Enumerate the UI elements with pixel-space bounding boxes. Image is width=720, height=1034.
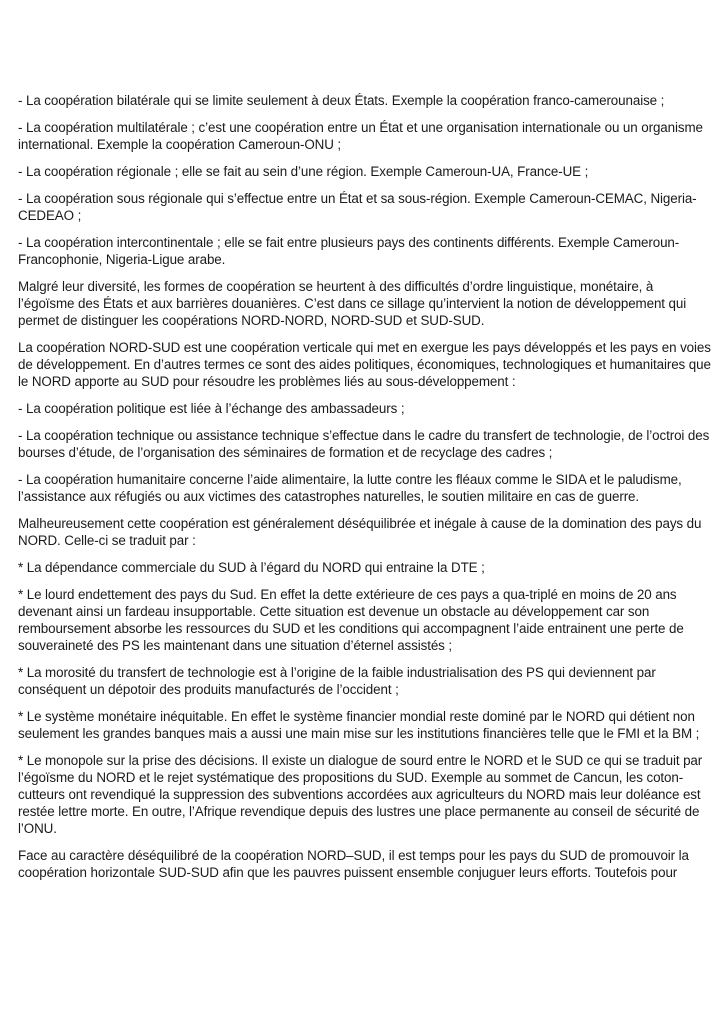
paragraph-nord-sud: La coopération NORD-SUD est une coopération verticale qui met en exergue les pays développés et les pays en voies de développement. En d’autres termes ce sont des aides politiques, économiques, technologiques et humanitaires que le NORD apporte au SUD pour résoudre les problèmes liés au sous-développement : [18,340,711,389]
paragraph-difficultes: Malgré leur diversité, les formes de coopération se heurtent à des difficultés d’ordre linguistique, monétaire, à l’égoïsme des États et aux barrières douanières. C’est dans ce sillage qu’intervient la notion de développement qui permet de distinguer les coopérations NORD-NORD, NORD-SUD et SUD-SUD. [18,279,687,328]
paragraph-regional: - La coopération régionale ; elle se fait au sein d’une région. Exemple Cameroun-UA, France-UE ; [18,164,589,179]
paragraph-monopole-decisions: * Le monopole sur la prise des décisions. Il existe un dialogue de sourd entre le NORD et le SUD ce qui se traduit par l’égoïsme du NORD et le rejet systématique des propositions du SUD. Exemple au sommet de Cancun, les coton-cutteurs ont revendiqué la suppression des subventions accordées aux agriculteurs du NORD mais leur doléance est restée lettre morte. En outre, l’Afrique revendique depuis des lustres une place permanente au conseil de sécurité de l’ONU. [18,753,703,836]
paragraph-bilateral: - La coopération bilatérale qui se limite seulement à deux États. Exemple la coopération franco-camerounaise ; [18,93,665,108]
paragraph-endettement: * Le lourd endettement des pays du Sud. En effet la dette extérieure de ces pays a qua-triplé en moins de 20 ans devenant ainsi un fardeau insupportable. Cette situation est devenue un obstacle au développement car son remboursement absorbe les ressources du SUD et les conditions qui accompagnent l’aide entrainent une perte de souveraineté des PS les maintenant dans une situation d’éternel assistés ; [18,587,684,653]
paragraph-cooperation-politique: - La coopération politique est liée à l’échange des ambassadeurs ; [18,401,405,416]
paragraph-sous-regional: - La coopération sous régionale qui s’effectue entre un État et sa sous-région. Exemple Cameroun-CEMAC, Nigeria-CEDEAO ; [18,191,697,223]
paragraph-dependance-commerciale: * La dépendance commerciale du SUD à l’égard du NORD qui entraine la DTE ; [18,560,485,575]
paragraph-intercontinental: - La coopération intercontinentale ; elle se fait entre plusieurs pays des continents différents. Exemple Cameroun-Francophonie, Nigeria-Ligue arabe. [18,235,680,267]
document-page [18,92,712,891]
paragraph-cooperation-technique: - La coopération technique ou assistance technique s’effectue dans le cadre du transfert de technologie, de l’octroi des bourses d’étude, de l’organisation des séminaires de formation et de recyclage des cadres ; [18,428,710,460]
paragraph-desequilibre: Malheureusement cette coopération est généralement déséquilibrée et inégale à cause de la domination des pays du NORD. Celle-ci se traduit par : [18,516,702,548]
paragraph-systeme-monetaire: * Le système monétaire inéquitable. En effet le système financier mondial reste dominé par le NORD qui détient non seulement les grandes banques mais a aussi une main mise sur les institutions financières telle que le FMI et la BM ; [18,709,700,741]
paragraph-sud-sud: Face au caractère déséquilibré de la coopération NORD–SUD, il est temps pour les pays du SUD de promouvoir la coopération horizontale SUD-SUD afin que les pauvres puissent ensemble conjuguer leurs efforts. Toutefois pour [18,848,689,880]
paragraph-cooperation-humanitaire: - La coopération humanitaire concerne l’aide alimentaire, la lutte contre les fléaux comme le SIDA et le paludisme, l’assistance aux réfugiés ou aux victimes des catastrophes naturelles, le soutien militaire en cas de guerre. [18,472,682,504]
paragraph-transfert-technologie: * La morosité du transfert de technologie est à l’origine de la faible industrialisation des PS qui deviennent par conséquent un dépotoir des produits manufacturés de l’occident ; [18,665,656,697]
paragraph-multilateral: - La coopération multilatérale ; c’est une coopération entre un État et une organisation internationale ou un organisme international. Exemple la coopération Cameroun-ONU ; [18,120,703,152]
